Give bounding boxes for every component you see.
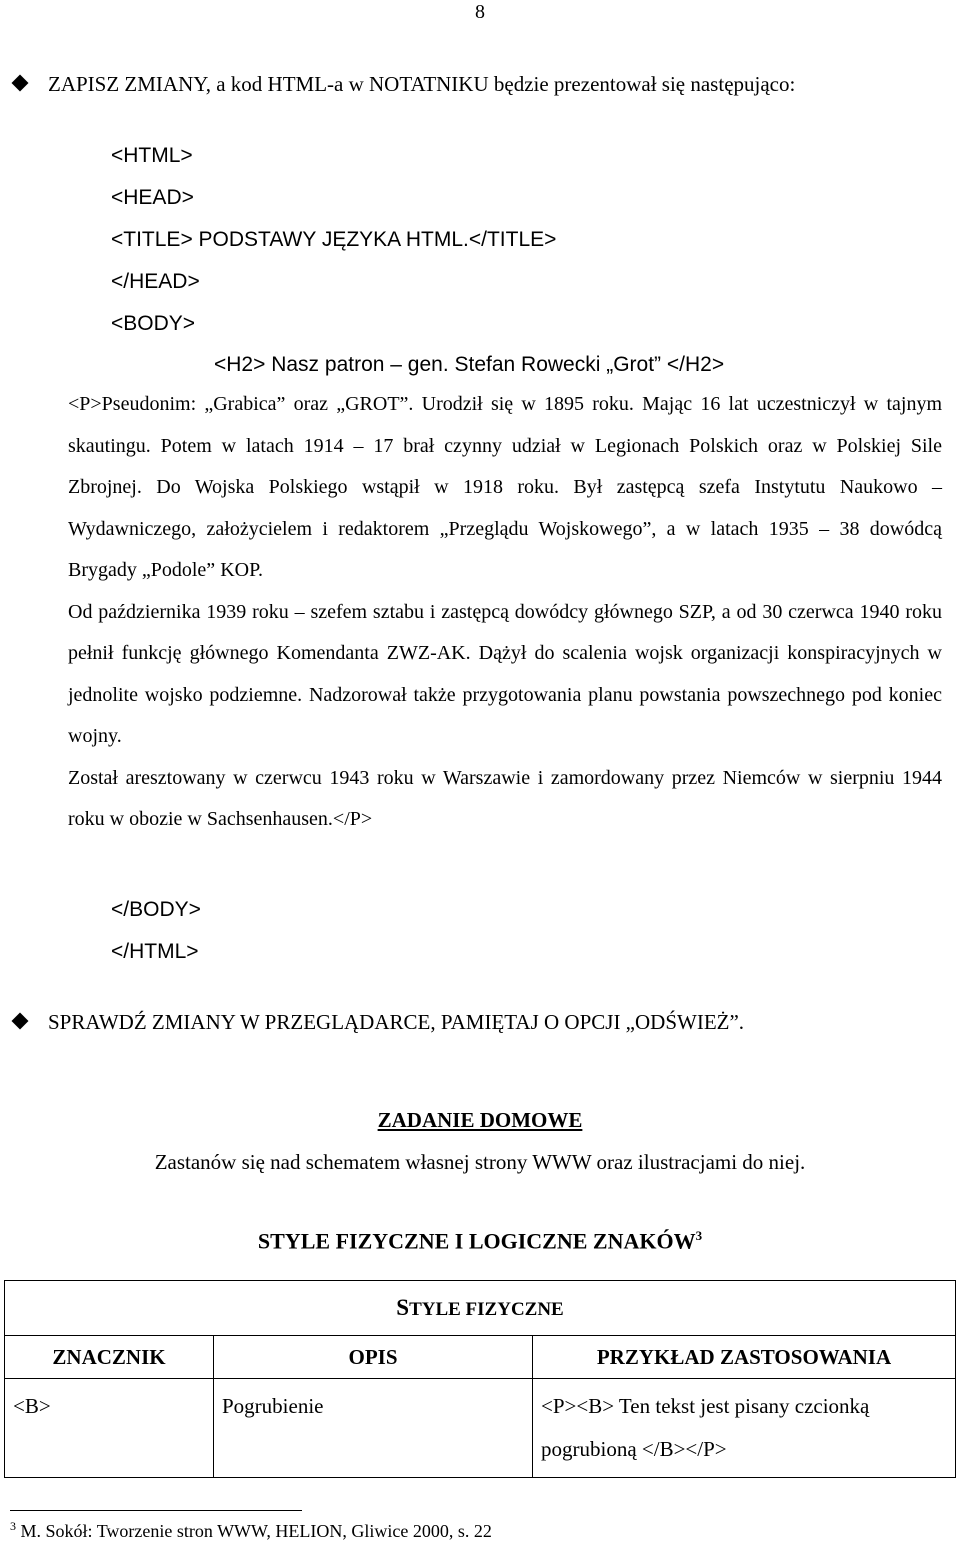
table-caption-initial: S bbox=[396, 1295, 410, 1320]
code-body-close: </BODY> bbox=[111, 898, 201, 921]
instruction-save bbox=[14, 72, 950, 97]
instruction-check bbox=[14, 1010, 950, 1035]
code-body-open: <BODY> bbox=[111, 312, 196, 335]
diamond-bullet-icon bbox=[12, 75, 29, 92]
footnote-divider bbox=[10, 1510, 302, 1511]
homework-title: ZADANIE DOMOWE bbox=[377, 1108, 583, 1132]
cell-description: Pogrubienie bbox=[214, 1379, 533, 1478]
cell-tag: <B> bbox=[5, 1379, 214, 1478]
footnote-reference: 3 bbox=[695, 1228, 703, 1243]
homework-text: Zastanów się nad schematem własnej strony WWW oraz ilustracjami do niej. bbox=[154, 1150, 806, 1174]
code-paragraph-2: Od października 1939 roku – szefem sztabu i zastępcą dowódcy głównego SZP, a od 30 czerwca 1940 roku pełnił funkcję głównego Komendanta ZWZ-AK. Dążył do scalenia wojsk organizacji konspiracyjnych w jednolite wojsko podziemne. Nadzorował także przygotowania planu powstania powszechnego pod koniec wojny. bbox=[68, 600, 942, 747]
physical-styles-table bbox=[4, 1280, 956, 1478]
table-row bbox=[5, 1379, 956, 1478]
footnote-number: 3 bbox=[10, 1519, 16, 1533]
header-tag: ZNACZNIK bbox=[5, 1336, 214, 1379]
footnote-text: M. Sokół: Tworzenie stron WWW, HELION, Gliwice 2000, s. 22 bbox=[16, 1521, 492, 1541]
header-description: OPIS bbox=[214, 1336, 533, 1379]
code-html-open: <HTML> bbox=[111, 144, 193, 167]
header-example: PRZYKŁAD ZASTOSOWANIA bbox=[533, 1336, 956, 1379]
instruction-check-text: SPRAWDŹ ZMIANY W PRZEGLĄDARCE, PAMIĘTAJ O OPCJI „ODŚWIEŻ”. bbox=[48, 1010, 745, 1034]
table-caption-row bbox=[5, 1281, 956, 1336]
code-h2-line: <H2> Nasz patron – gen. Stefan Rowecki „Grot” </H2> bbox=[214, 353, 725, 376]
styles-heading bbox=[0, 1228, 960, 1254]
diamond-bullet-icon bbox=[12, 1013, 29, 1030]
footnote bbox=[10, 1519, 492, 1542]
cell-example: <P><B> Ten tekst jest pisany czcionką pogrubioną </B></P> bbox=[533, 1379, 956, 1478]
code-html-close: </HTML> bbox=[111, 940, 199, 963]
code-paragraph-1: <P>Pseudonim: „Grabica” oraz „GROT”. Urodził się w 1895 roku. Mając 16 lat uczestniczył w tajnym skautingu. Potem w latach 1914 – 17 brał czynny udział w Legionach Polskich oraz w Polskiej Sile Zbrojnej. Do Wojska Polskiego wstąpił w 1918 roku. Był zastępcą szefa Instytutu Naukowo – Wydawniczego, założycielem i redaktorem „Przeglądu Wojskowego”, a w latach 1935 – 38 dowódcą Brygady „Podole” KOP. bbox=[68, 393, 942, 581]
code-title-line: <TITLE> PODSTAWY JĘZYKA HTML.</TITLE> bbox=[111, 228, 557, 251]
instruction-save-text: ZAPISZ ZMIANY, a kod HTML-a w NOTATNIKU będzie prezentował się następująco: bbox=[48, 72, 796, 96]
code-paragraph-block bbox=[68, 384, 942, 841]
table-header-row bbox=[5, 1336, 956, 1379]
code-head-close: </HEAD> bbox=[111, 270, 200, 293]
page-number: 8 bbox=[475, 1, 485, 23]
table-caption-rest: TYLE FIZYCZNE bbox=[409, 1299, 564, 1320]
code-paragraph-3: Został aresztowany w czerwcu 1943 roku w Warszawie i zamordowany przez Niemców w sierpniu 1944 roku w obozie w Sachsenhausen.</P> bbox=[68, 766, 942, 830]
code-head-open: <HEAD> bbox=[111, 186, 194, 209]
styles-heading-text: STYLE FIZYCZNE I LOGICZNE ZNAKÓW bbox=[257, 1228, 696, 1254]
table-caption bbox=[5, 1281, 956, 1336]
